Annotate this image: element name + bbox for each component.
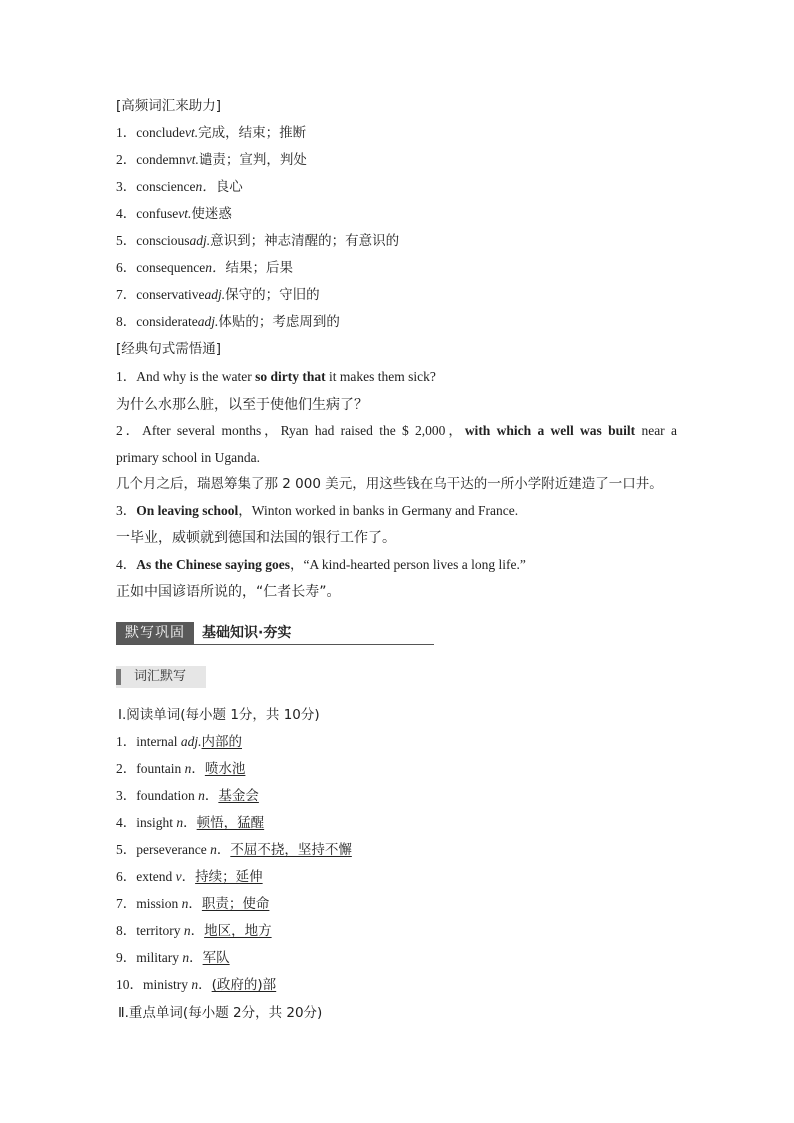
section-banner — [116, 620, 434, 646]
answer: (政府的)部 — [211, 977, 277, 993]
vocab-item: 4．confusevt.使迷惑 — [116, 206, 232, 222]
part1-title: Ⅰ.阅读单词(每小题 1分，共 10分) — [118, 707, 320, 723]
answer: 职责；使命 — [201, 896, 270, 912]
exercise-item: 6．extend v．持续；延伸 — [116, 869, 263, 885]
sentence-3-cn: 一毕业，威顿就到德国和法国的银行工作了。 — [116, 530, 396, 546]
exercise-item: 4．insight n．顿悟，猛醒 — [116, 815, 265, 831]
exercise-item: 10．ministry n．(政府的)部 — [116, 977, 277, 993]
exercise-item: 9．military n．军队 — [116, 950, 230, 966]
subhead-vocab-dictation — [116, 666, 206, 688]
answer: 内部的 — [201, 734, 242, 750]
sentence-2-en-cont: primary school in Uganda. — [116, 450, 260, 465]
answer: 顿悟，猛醒 — [196, 815, 265, 831]
sentence-4-cn: 正如中国谚语所说的，“仁者长寿”。 — [116, 584, 341, 600]
banner-label-box: 默写巩固 — [116, 622, 194, 644]
sentence-1-en: 1．And why is the water so dirty that it makes them sick? — [116, 369, 436, 384]
sentence-4-en: 4．As the Chinese saying goes，“A kind-hearted person lives a long life.” — [116, 557, 526, 572]
vocab-item: 1．concludevt.完成，结束；推断 — [116, 125, 307, 141]
sentence-2-cn: 几个月之后，瑞恩筹集了那 2 000 美元，用这些钱在乌干达的一所小学附近建造了一口井。 — [116, 476, 663, 492]
answer: 军队 — [202, 950, 230, 966]
answer: 喷水池 — [204, 761, 246, 777]
subhead-marker — [116, 669, 121, 685]
answer: 不屈不挠，坚持不懈 — [230, 842, 352, 858]
exercise-item: 2．fountain n．喷水池 — [116, 761, 246, 777]
exercise-item: 8．territory n．地区，地方 — [116, 923, 272, 939]
exercise-item: 1．internal adj.内部的 — [116, 734, 242, 750]
vocab-item: 7．conservativeadj.保守的；守旧的 — [116, 287, 320, 303]
vocab-item: 3．consciencen．良心 — [116, 179, 243, 195]
exercise-item: 3．foundation n．基金会 — [116, 788, 259, 804]
answer: 持续；延伸 — [195, 869, 263, 885]
sentence-3-en: 3．On leaving school，Winton worked in banks in Germany and France. — [116, 503, 519, 518]
vocab-item: 8．considerateadj.体贴的；考虑周到的 — [116, 314, 340, 330]
vocab-item: 6．consequencen．结果；后果 — [116, 260, 293, 276]
exercise-item: 7．mission n．职责；使命 — [116, 896, 270, 912]
banner-title: 基础知识·夯实 — [202, 625, 292, 641]
exercise-item: 5．perseverance n．不屈不挠，坚持不懈 — [116, 842, 352, 858]
banner-rule — [116, 644, 434, 645]
sentence-2-en: 2．After several months，Ryan had raised the $ 2,000，with which a well was built near a — [116, 423, 677, 438]
subhead-label: 词汇默写 — [134, 669, 187, 684]
part2-title: Ⅱ.重点单词(每小题 2分，共 20分) — [118, 1005, 323, 1021]
answer: 基金会 — [218, 788, 259, 804]
sentence-heading: [经典句式需悟通] — [116, 341, 222, 357]
sentence-1-cn: 为什么水那么脏，以至于使他们生病了？ — [116, 397, 368, 413]
vocab-item: 5．consciousadj.意识到；神志清醒的；有意识的 — [116, 233, 400, 249]
vocab-item: 2．condemnvt.谴责；宣判，判处 — [116, 152, 307, 168]
vocab-heading: [高频词汇来助力] — [116, 98, 222, 114]
answer: 地区，地方 — [204, 923, 272, 939]
